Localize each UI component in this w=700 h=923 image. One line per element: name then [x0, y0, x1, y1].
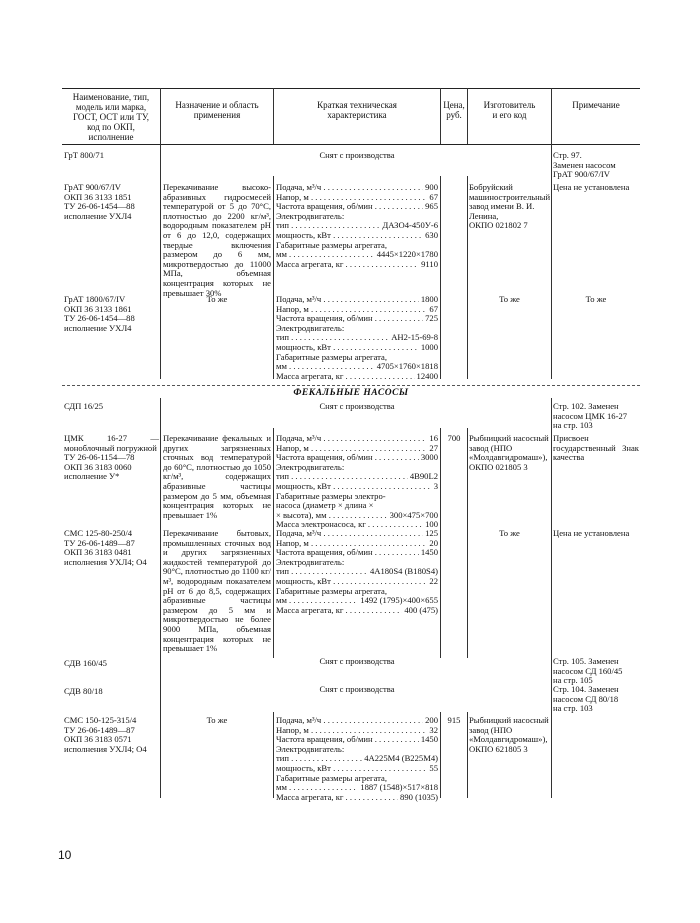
spec-value: 3 — [433, 481, 438, 491]
col-divider — [160, 144, 161, 379]
row-sdv80-status: Снят с производства — [319, 684, 395, 694]
table-top-rule — [62, 88, 640, 89]
row-cmk16-specs — [276, 434, 438, 530]
spec-label: Напор, м . . . — [276, 305, 427, 315]
spec-heading: Электродвигатель: — [276, 461, 345, 472]
spec-label: мм . . . — [276, 250, 375, 260]
spec-value: 22 — [429, 576, 438, 586]
spec-label: Частота вращения, об/мин . . . — [276, 202, 423, 212]
spec-label: Подача, м³/ч . . . — [276, 529, 423, 539]
spec-heading: Электродвигатель: — [276, 210, 345, 221]
spec-label: мм . . . — [276, 783, 358, 793]
spec-value: 890 (1035) — [400, 792, 438, 802]
spec-value: 55 — [429, 763, 438, 773]
spec-value: 1800 — [420, 295, 438, 304]
row-smc150-maker: Рыбницкий насосный завод (НПО «Молдавгидромаш»), ОКПО 621805 3 — [469, 715, 549, 754]
spec-row — [276, 716, 438, 726]
spec-value: 1492 (1795)×400×655 — [360, 596, 438, 606]
row-grat900-maker: Бобруйский машиностроительный завод имени В. И. Ленина, ОКПО 021802 7 — [469, 182, 551, 231]
row-cmk16-purpose: Перекачивание фекальных и других загрязненных сточных вод температурой до 60°С, плотностью до 1050 кг/м³, содержащих абразивные частицы размером до 5 мм, объемная концентрация которых не превышает 1% — [163, 433, 271, 520]
section-divider-rule — [62, 385, 640, 386]
row-grat1800-name: ГрАТ 1800/67/IV ОКП 36 3133 1861 ТУ 26-06-1454—88 исполнение УХЛ4 — [64, 294, 135, 333]
row-smc150-name: СМС 150-125-315/4 ТУ 26-06-1489—87 ОКП 36 3183 0571 исполнения УХЛ4; О4 — [64, 715, 147, 754]
spec-label: тип . . . — [276, 754, 362, 764]
page-number: 10 — [58, 848, 72, 862]
spec-label: × высота), мм . . . — [276, 511, 388, 521]
spec-value: 4А180S4 (В180S4) — [369, 567, 438, 577]
spec-value: 4В90L2 — [409, 472, 438, 482]
spec-label: Частота вращения, об/мин . . . — [276, 314, 423, 324]
spec-label: мощность, кВт . . . — [276, 343, 419, 353]
spec-label: тип . . . — [276, 221, 380, 231]
spec-label: Масса агрегата, кг . . . — [276, 260, 419, 270]
row-smc125-name: СМС 125-80-250/4 ТУ 26-06-1489—87 ОКП 36 3183 0481 исполнения УХЛ4; О4 — [64, 528, 147, 567]
spec-value: 630 — [425, 230, 438, 240]
row-cmk16-maker: Рыбницкий насосный завод (НПО «Молдавгидромаш»), ОКПО 021805 3 — [469, 433, 549, 472]
row-grat1800-specs — [276, 295, 438, 381]
spec-label: мощность, кВт . . . — [276, 577, 427, 587]
row-grt800-name: ГрТ 800/71 — [64, 150, 104, 160]
row-grat1800-note: То же — [585, 294, 607, 304]
spec-value: 20 — [429, 538, 438, 548]
spec-label: Частота вращения, об/мин . . . — [276, 453, 419, 463]
spec-value: 1887 (1548)×517×818 — [360, 783, 438, 793]
spec-row — [276, 596, 438, 606]
row-smc125-note: Цена не установлена — [553, 528, 630, 538]
spec-value: 4445×1220×1780 — [376, 250, 438, 260]
col-divider — [273, 428, 274, 658]
spec-heading: Габаритные размеры агрегата, — [276, 239, 387, 250]
col-divider — [467, 428, 468, 658]
spec-value: 4705×1760×1818 — [376, 362, 438, 372]
spec-value: 16 — [429, 434, 438, 443]
spec-label: Частота вращения, об/мин . . . — [276, 548, 419, 558]
col-divider — [160, 398, 161, 798]
spec-row — [276, 754, 438, 764]
spec-value: 1450 — [420, 735, 438, 745]
spec-label: тип . . . — [276, 472, 408, 482]
row-cmk16-name: ЦМК 16-27 — моноблочный погружной ТУ 26-06-1154—78 ОКП 36 3183 0060 исполнение У* — [64, 433, 159, 482]
spec-value: 300×475×700 — [389, 510, 438, 520]
row-cmk16-price: 700 — [447, 433, 461, 443]
spec-value: 1000 — [420, 342, 438, 352]
row-sdp16-note: Стр. 102. Заменен насосом ЦМК 16-27 на стр. 103 — [553, 401, 628, 431]
spec-row — [276, 606, 438, 616]
spec-label: Подача, м³/ч . . . — [276, 183, 423, 193]
row-sdv160-name: СДВ 160/45 — [64, 658, 107, 668]
row-sdv80-name: СДВ 80/18 — [64, 686, 103, 696]
spec-row — [276, 372, 438, 382]
spec-value: 900 — [425, 183, 438, 192]
col-divider — [467, 176, 468, 379]
spec-heading: Габаритные размеры электро- — [276, 490, 386, 501]
spec-heading: Габаритные размеры агрегата, — [276, 351, 387, 362]
row-grat1800-maker: То же — [499, 294, 520, 304]
col-divider — [551, 88, 552, 144]
row-smc125-purpose: Перекачивание бытовых, промышленных сточных вод и других загрязненных жидкостей температурой до 90°С, плотностью до 1100 кг/м³, водородным показателем pH от 6 до 8,5, содержащих абразивные частицы размером до 5 мм и микротвердостью не более 9000 МПа, объемная концентрация которых не превышает 1% — [163, 528, 271, 654]
spec-value: 4А225М4 (В225М4) — [364, 754, 438, 764]
spec-label: мм . . . — [276, 362, 375, 372]
spec-label: мощность, кВт . . . — [276, 482, 432, 492]
spec-heading: Электродвигатель: — [276, 322, 345, 333]
row-grat900-purpose: Перекачивание высоко-абразивных гидросмесей температурой от 5 до 70°С, плотностью до 2200 кг/м³, водородным показателем pH от 6 до 12,0, содержащих твердые включения размером до 6 мм, микротвердостью до 11000 МПа, объемная концентрация которых не превышает 30% — [163, 182, 271, 298]
spec-value: 965 — [425, 202, 438, 212]
spec-label: Масса агрегата, кг . . . — [276, 606, 402, 616]
row-smc150-specs — [276, 716, 438, 802]
spec-value: 27 — [429, 443, 438, 453]
spec-heading: насоса (диаметр × длина × — [276, 500, 374, 511]
col-divider — [440, 428, 441, 658]
spec-value: 125 — [425, 529, 438, 538]
header-price-col: Цена, руб. — [443, 100, 465, 120]
row-sdp16-name: СДП 16/25 — [64, 401, 104, 411]
spec-value: 200 — [425, 716, 438, 725]
spec-label: Подача, м³/ч . . . — [276, 716, 423, 726]
spec-value: 725 — [425, 314, 438, 324]
spec-value: 1450 — [420, 548, 438, 558]
spec-value: 67 — [429, 304, 438, 314]
row-smc125-specs — [276, 529, 438, 615]
col-divider — [551, 398, 552, 798]
spec-label: тип . . . — [276, 567, 368, 577]
spec-row — [276, 472, 438, 482]
spec-label: Частота вращения, об/мин . . . — [276, 735, 419, 745]
spec-row — [276, 221, 438, 231]
spec-row — [276, 783, 438, 793]
spec-label: Подача, м³/ч . . . — [276, 434, 427, 444]
spec-value: 9110 — [421, 259, 438, 269]
spec-heading: Электродвигатель: — [276, 556, 345, 567]
spec-value: 100 — [425, 520, 438, 530]
row-grt800-status: Снят с производства — [319, 150, 395, 160]
header-bottom-rule — [62, 144, 640, 145]
spec-label: Масса агрегата, кг . . . — [276, 372, 415, 382]
spec-row — [276, 305, 438, 315]
row-sdp16-status: Снят с производства — [319, 401, 395, 411]
col-divider — [273, 176, 274, 379]
spec-label: мощность, кВт . . . — [276, 231, 423, 241]
spec-label: Напор, м . . . — [276, 539, 427, 549]
spec-row — [276, 333, 438, 343]
col-divider — [440, 176, 441, 379]
spec-row — [276, 434, 438, 444]
row-grat900-specs — [276, 183, 438, 269]
col-divider — [273, 712, 274, 798]
spec-value: 32 — [429, 725, 438, 735]
col-divider — [551, 144, 552, 379]
header-name-col: Наименование, тип, модель или марка, ГОСТ, ОСТ или ТУ, код по ОКП, исполнение — [72, 92, 150, 142]
spec-row — [276, 726, 438, 736]
spec-row — [276, 529, 438, 539]
spec-row — [276, 260, 438, 270]
header-maker-col: Изготовитель и его код — [483, 100, 536, 120]
row-sdv160-note: Стр. 105. Заменен насосом СД 160/45 на стр. 105 — [553, 656, 623, 686]
spec-label: Масса агрегата, кг . . . — [276, 793, 398, 803]
spec-row — [276, 444, 438, 454]
spec-value: 400 (475) — [404, 605, 438, 615]
spec-row — [276, 362, 438, 372]
spec-label: тип . . . — [276, 333, 389, 343]
spec-row — [276, 567, 438, 577]
header-note-col: Примечание — [572, 100, 620, 110]
row-smc150-price: 915 — [447, 715, 461, 725]
spec-heading: Электродвигатель: — [276, 743, 345, 754]
header-purpose-col: Назначение и область применения — [175, 100, 259, 120]
spec-value: 3000 — [420, 453, 438, 463]
row-sdv80-note: Стр. 104. Заменен насосом СД 80/18 на стр. 103 — [553, 684, 619, 714]
spec-label: мм . . . — [276, 596, 358, 606]
spec-row — [276, 511, 438, 521]
col-divider — [467, 712, 468, 798]
spec-row — [276, 193, 438, 203]
spec-row — [276, 295, 438, 305]
row-cmk16-note: Присвоен государственный Знак качества — [553, 433, 639, 463]
row-smc125-maker: То же — [499, 528, 520, 538]
spec-row — [276, 183, 438, 193]
spec-value: 12400 — [416, 371, 438, 381]
spec-value: ДАЗО4-450У-6 — [382, 221, 438, 231]
section-title: ФЕКАЛЬНЫЕ НАСОСЫ — [293, 388, 409, 398]
spec-label: Напор, м . . . — [276, 444, 427, 454]
spec-label: Напор, м . . . — [276, 193, 427, 203]
row-grat1800-purpose: То же — [206, 294, 228, 304]
spec-value: АН2-15-69-8 — [391, 333, 438, 343]
spec-label: мощность, кВт . . . — [276, 764, 427, 774]
row-sdv160-status: Снят с производства — [319, 656, 395, 666]
spec-label: Масса электронасоса, кг . . . — [276, 520, 423, 530]
row-smc150-purpose: То же — [206, 715, 228, 725]
row-grat900-note: Цена не установлена — [553, 182, 630, 192]
spec-row — [276, 793, 438, 803]
spec-label: Напор, м . . . — [276, 726, 427, 736]
row-grat900-name: ГрАТ 900/67/IV ОКП 36 3133 1851 ТУ 26-06-1454—88 исполнение УХЛ4 — [64, 182, 135, 221]
spec-label: Подача, м³/ч . . . — [276, 295, 419, 305]
spec-heading: Габаритные размеры агрегата, — [276, 585, 387, 596]
spec-row — [276, 250, 438, 260]
row-grt800-note: Стр. 97. Заменен насосом ГрАТ 900/67/IV — [553, 150, 616, 180]
spec-heading: Габаритные размеры агрегата, — [276, 772, 387, 783]
spec-row — [276, 539, 438, 549]
header-specs-col: Краткая техническая характеристика — [317, 100, 397, 120]
spec-value: 67 — [429, 192, 438, 202]
